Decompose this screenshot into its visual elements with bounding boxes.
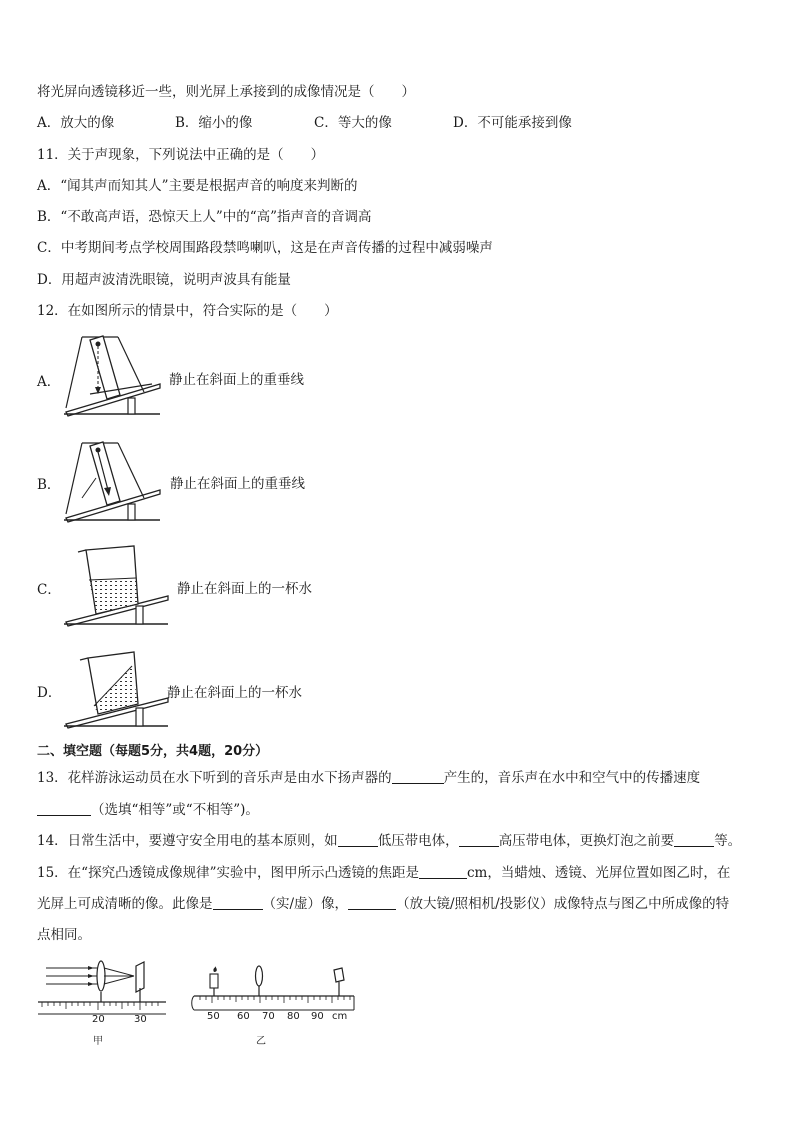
figure-yi-tick-90: 90 bbox=[311, 1011, 324, 1022]
q15-line2 bbox=[37, 895, 729, 913]
q15-blank-1[interactable] bbox=[419, 864, 467, 879]
q13-text-3: （选填“相等”或“不相等”)。 bbox=[91, 802, 259, 818]
q13-blank-1[interactable] bbox=[392, 769, 444, 784]
q15-text-4: （实/虚）像， bbox=[262, 896, 349, 912]
q11-option-b: B．“不敢高声语，恐惊天上人”中的“高”指声音的音调高 bbox=[37, 209, 372, 225]
q12-figure-a bbox=[62, 332, 162, 416]
figure-jia-tick-30: 30 bbox=[134, 1014, 147, 1025]
q10-option-a: A．放大的像 bbox=[37, 115, 115, 131]
q12-option-a-letter: A． bbox=[37, 374, 61, 390]
q12-option-c-caption: 静止在斜面上的一杯水 bbox=[177, 581, 312, 597]
figure-yi-tick-50: 50 bbox=[207, 1011, 220, 1022]
q13-blank-2[interactable] bbox=[37, 801, 91, 816]
q11-option-a: A．“闻其声而知其人”主要是根据声音的响度来判断的 bbox=[37, 178, 358, 194]
q12-option-d-letter: D． bbox=[37, 685, 62, 701]
q13-text-1: 13．花样游泳运动员在水下听到的音乐声是由水下扬声器的 bbox=[37, 770, 392, 786]
figure-yi-unit: cm bbox=[332, 1011, 348, 1022]
q14-text-3: 高压带电体，更换灯泡之前要 bbox=[498, 833, 675, 849]
figure-yi-tick-70: 70 bbox=[262, 1011, 275, 1022]
q12-figure-d bbox=[64, 648, 170, 730]
q15-text-3: 光屏上可成清晰的像。此像是 bbox=[37, 896, 213, 912]
q11-stem: 11．关于声现象，下列说法中正确的是（ ） bbox=[37, 147, 325, 163]
q13-line2 bbox=[37, 801, 259, 819]
q14-blank-2[interactable] bbox=[459, 832, 499, 847]
q11-option-c: C．中考期间考点学校周围路段禁鸣喇叭，这是在声音传播的过程中减弱噪声 bbox=[37, 240, 493, 256]
q15-line3: 点相同。 bbox=[37, 927, 91, 943]
q15-text-5: （放大镜/照相机/投影仪）成像特点与图乙中所成像的特 bbox=[396, 896, 730, 912]
q14-text-4: 等。 bbox=[714, 833, 742, 849]
q10-option-d: D．不可能承接到像 bbox=[453, 115, 572, 131]
q15-text-1: 15．在“探究凸透镜成像规律”实验中，图甲所示凸透镜的焦距是 bbox=[37, 865, 419, 881]
q14-text-1: 14．日常生活中，要遵守安全用电的基本原则，如 bbox=[37, 833, 338, 849]
q15-line1 bbox=[37, 864, 730, 882]
q14-blank-1[interactable] bbox=[338, 832, 378, 847]
q10-option-b: B．缩小的像 bbox=[175, 115, 253, 131]
q12-stem: 12．在如图所示的情景中，符合实际的是（ ） bbox=[37, 303, 338, 319]
q13-line1 bbox=[37, 769, 700, 787]
q12-option-b-caption: 静止在斜面上的重垂线 bbox=[170, 476, 305, 492]
q12-option-d-caption: 静止在斜面上的一杯水 bbox=[167, 685, 302, 701]
q12-figure-c bbox=[64, 544, 170, 628]
q12-option-a-caption: 静止在斜面上的重垂线 bbox=[169, 372, 304, 388]
q14-text-2: 低压带电体， bbox=[377, 833, 459, 849]
figure-yi-tick-60: 60 bbox=[237, 1011, 250, 1022]
figure-yi-tick-80: 80 bbox=[287, 1011, 300, 1022]
figure-yi-label: 乙 bbox=[256, 1036, 266, 1047]
q15-text-2: cm，当蜡烛、透镜、光屏位置如图乙时，在 bbox=[466, 865, 731, 881]
q12-option-b-letter: B． bbox=[37, 477, 61, 493]
q14-blank-3[interactable] bbox=[674, 832, 714, 847]
q15-blank-3[interactable] bbox=[348, 895, 396, 910]
figure-jia-label: 甲 bbox=[93, 1036, 103, 1047]
q15-blank-2[interactable] bbox=[213, 895, 263, 910]
figure-jia-tick-20: 20 bbox=[92, 1014, 105, 1025]
q10-option-c: C．等大的像 bbox=[314, 115, 392, 131]
q11-option-d: D．用超声波清洗眼镜，说明声波具有能量 bbox=[37, 272, 291, 288]
q10-stem: 将光屏向透镜移近一些，则光屏上承接到的成像情况是（ ） bbox=[37, 84, 415, 100]
q13-text-2: 产生的，音乐声在水中和空气中的传播速度 bbox=[443, 770, 701, 786]
q12-figure-b bbox=[62, 438, 162, 522]
section2-title: 二、填空题（每题5分，共4题，20分） bbox=[37, 744, 269, 759]
q12-option-c-letter: C． bbox=[37, 582, 61, 598]
q14-line bbox=[37, 832, 741, 850]
